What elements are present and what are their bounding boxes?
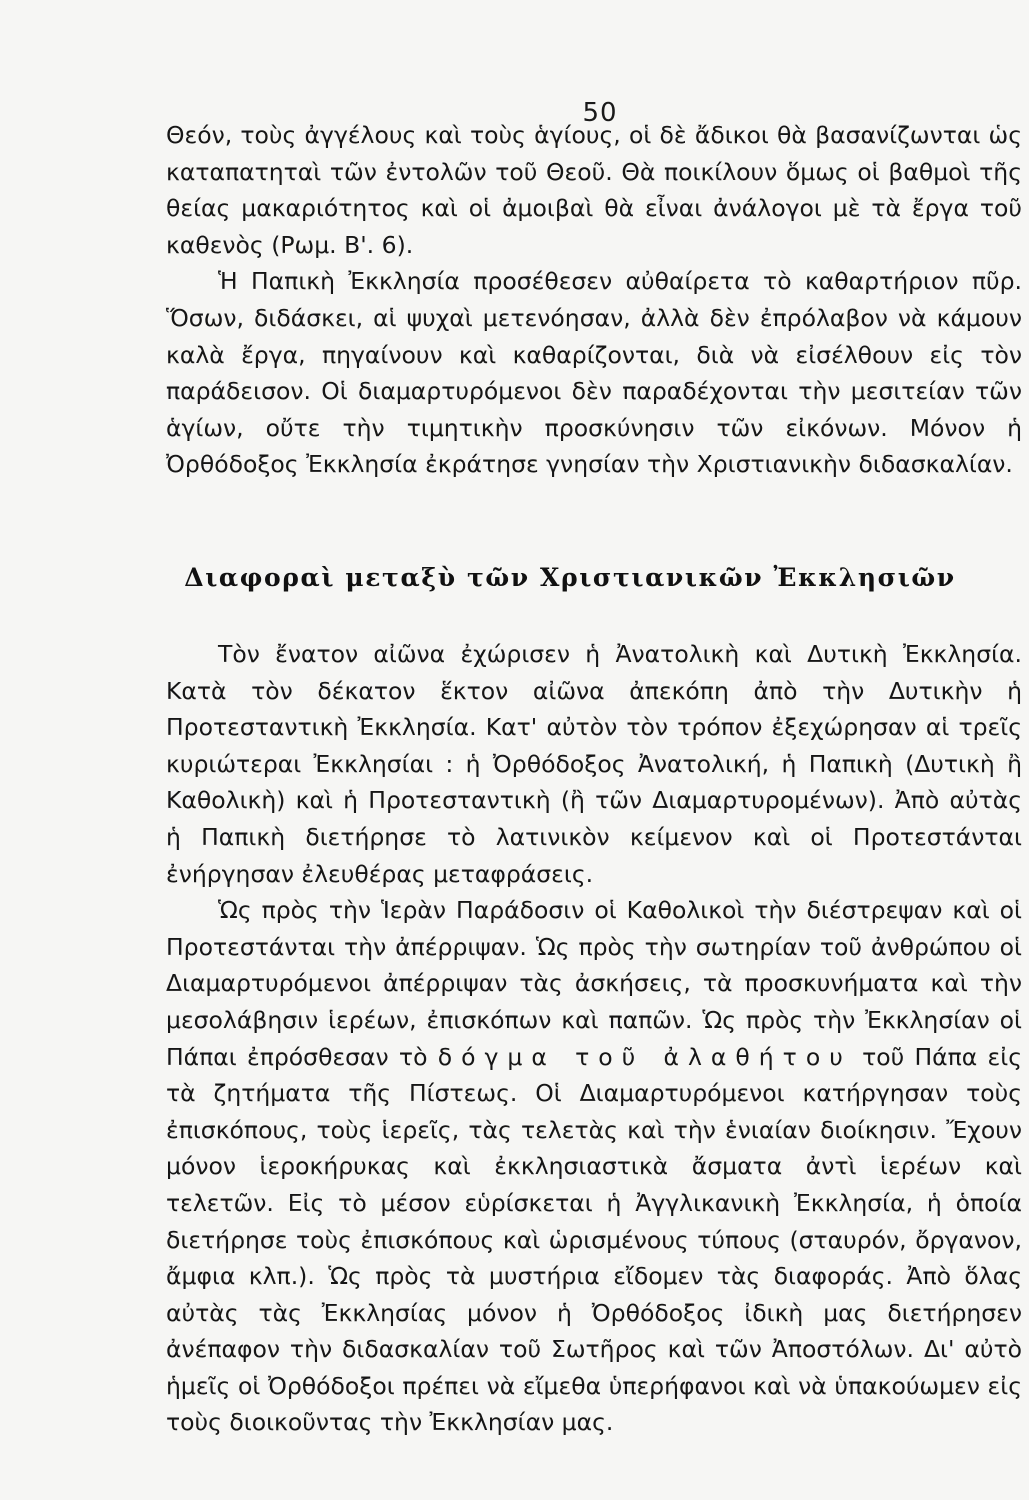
spaced-dogma-phrase: δόγμα τοῦ ἀλαθήτου bbox=[437, 1042, 852, 1071]
section-heading: Διαφοραὶ μεταξὺ τῶν Χριστιανικῶν Ἐκκλησιῶν bbox=[184, 563, 956, 592]
paragraph-schism: Τὸν ἔνατον αἰῶνα ἐχώρισεν ἡ Ἀνατολικὴ καὶ Δυτικὴ Ἐκκλησία. Κατὰ τὸν δέκατον ἕκτον αἰῶνα ἀπεκόπη ἀπὸ τὴν Δυτικὴν ἡ Προτεσταντικὴ Ἐκκλησία. Κατ' αὐτὸν τὸν τρόπον ἐξεχώρησαν αἱ τρεῖς κυριώτεραι Ἐκκλησίαι : ἡ Ὀρθόδοξος Ἀνατολική, ἡ Παπικὴ (Δυτικὴ ἢ Καθολικὴ) καὶ ἡ Προτεσταντικὴ (ἢ τῶν Διαμαρτυρομένων). Ἀπὸ αὐτὰς ἡ Παπικὴ διετήρησε τὸ λατινικὸν κείμενον καὶ οἱ Προτεστάνται ἐνήργησαν ἐλευθέρας μεταφράσεις. bbox=[166, 640, 1022, 888]
differences-text-block bbox=[166, 636, 1022, 1441]
paragraph-differences bbox=[166, 892, 1022, 1441]
paragraph-continuation: Θεόν, τοὺς ἀγγέλους καὶ τοὺς ἁγίους, οἱ δὲ ἄδικοι θὰ βασανίζωνται ὡς καταπατηταὶ τῶν ἐντολῶν τοῦ Θεοῦ. Θὰ ποικίλουν ὅμως οἱ βαθμοὶ τῆς θείας μακαριότητος καὶ οἱ ἀμοιβαὶ θὰ εἶναι ἀνάλογοι μὲ τὰ ἔργα τοῦ καθενὸς (Ρωμ. Β'. 6). bbox=[166, 121, 1022, 259]
page-number: 50 bbox=[582, 98, 618, 128]
opening-text-block bbox=[166, 117, 1022, 483]
paragraph-differences-part-1: Ὡς πρὸς τὴν Ἱερὰν Παράδοσιν οἱ Καθολικοὶ τὴν διέστρεψαν καὶ οἱ Προτεστάνται τὴν ἀπέρριψαν. Ὡς πρὸς τὴν σωτηρίαν τοῦ ἀνθρώπου οἱ Διαμαρτυρόμενοι ἀπέρριψαν τὰς ἀσκήσεις, τὰ προσκυνήματα καὶ τὴν μεσολάβησιν ἱερέων, ἐπισκόπων καὶ παπῶν. Ὡς πρὸς τὴν Ἐκκλησίαν οἱ Πάπαι ἐπρόσθεσαν τὸ bbox=[166, 896, 1022, 1071]
paragraph-papal-purgatory: Ἡ Παπικὴ Ἐκκλησία προσέθεσεν αὐθαίρετα τὸ καθαρτήριον πῦρ. Ὅσων, διδάσκει, αἱ ψυχαὶ μετενόησαν, ἀλλὰ δὲν ἐπρόλαβον νὰ κάμουν καλὰ ἔργα, πηγαίνουν καὶ καθαρίζονται, διὰ νὰ εἰσέλθουν εἰς τὸν παράδεισον. Οἱ διαμαρτυρόμενοι δὲν παραδέχονται τὴν μεσιτείαν τῶν ἁγίων, οὔτε τὴν τιμητικὴν προσκύνησιν τῶν εἰκόνων. Μόνον ἡ Ὀρθόδοξος Ἐκκλησία ἐκράτησε γνησίαν τὴν Χριστιανικὴν διδασκαλίαν. bbox=[166, 267, 1022, 479]
paragraph-differences-part-2: τοῦ Πάπα εἰς τὰ ζητήματα τῆς Πίστεως. Οἱ Διαμαρτυρόμενοι κατήργησαν τοὺς ἐπισκόπους, τοὺς ἱερεῖς, τὰς τελετὰς καὶ τὴν ἑνιαίαν διοίκησιν. Ἔχουν μόνον ἱεροκήρυκας καὶ ἐκκλησιαστικὰ ἄσματα ἀντὶ ἱερέων καὶ τελετῶν. Εἰς τὸ μέσον εὑρίσκεται ἡ Ἀγγλικανικὴ Ἐκκλησία, ἡ ὁποία διετήρησε τοὺς ἐπισκόπους καὶ ὡρισμένους τύπους (σταυρόν, ὄργανον, ἄμφια κλπ.). Ὡς πρὸς τὰ μυστήρια εἴδομεν τὰς διαφοράς. Ἀπὸ ὅλας αὐτὰς τὰς Ἐκκλησίας μόνον ἡ Ὀρθόδοξος ἰδικὴ μας διετήρησεν ἀνέπαφον τὴν διδασκαλίαν τοῦ Σωτῆρος καὶ τῶν Ἀποστόλων. Δι' αὐτὸ ἡμεῖς οἱ Ὀρθόδοξοι πρέπει νὰ εἴμεθα ὑπερήφανοι καὶ νὰ ὑπακούωμεν εἰς τοὺς διοικοῦντας τὴν Ἐκκλησίαν μας. bbox=[166, 1042, 1022, 1437]
